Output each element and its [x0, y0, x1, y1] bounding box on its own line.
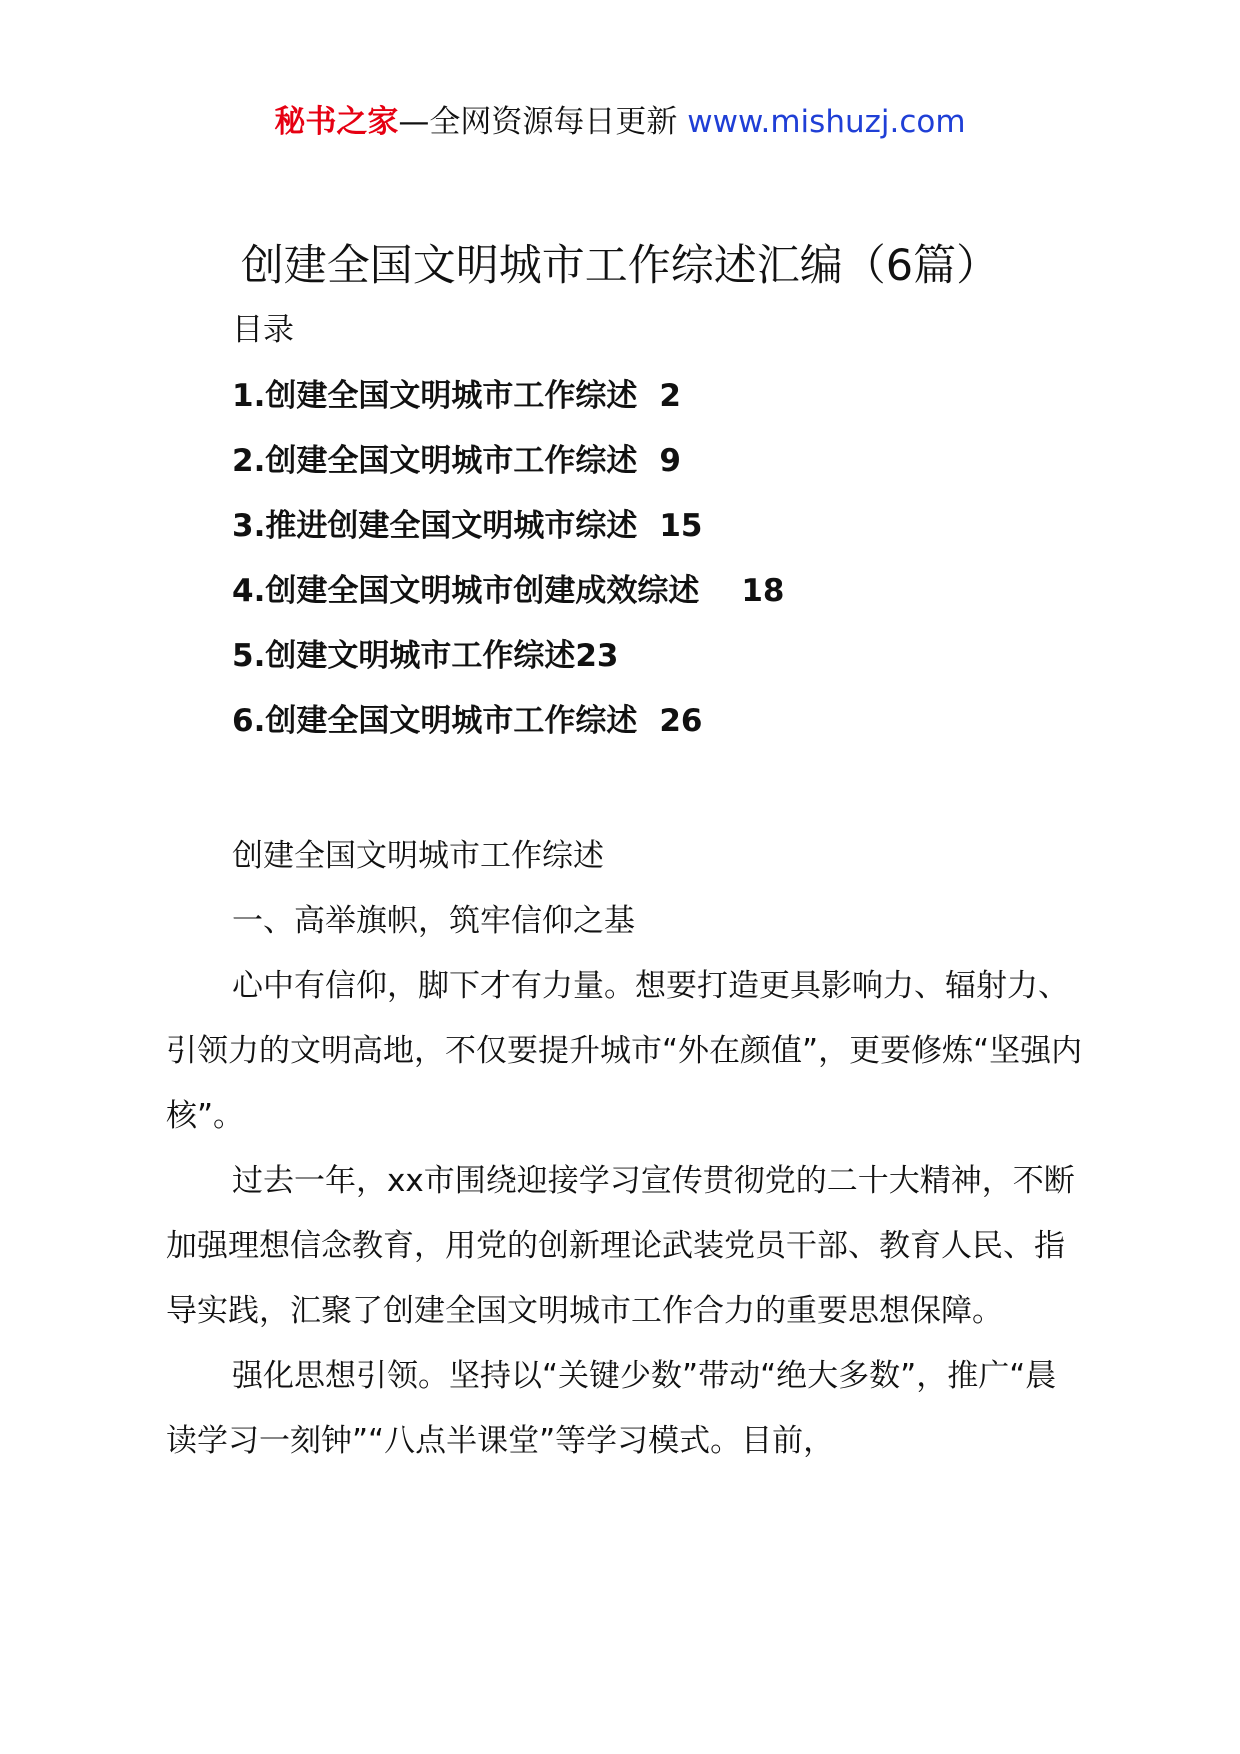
toc-item[interactable] [232, 699, 785, 764]
toc-item-label: 5.创建文明城市工作综述 [232, 638, 576, 674]
site-url-link[interactable]: www.mishuzj.com [687, 104, 966, 140]
toc-item-page: 18 [741, 573, 785, 609]
paragraph: 心中有信仰，脚下才有力量。想要打造更具影响力、辐射力、引领力的文明高地，不仅要提升城市“外在颜值”，更要修炼“坚强内核”。 [166, 968, 1083, 1134]
toc-item-page: 15 [659, 508, 703, 544]
toc-item[interactable] [232, 374, 785, 439]
article-title: 创建全国文明城市工作综述 [232, 838, 604, 874]
document-title: 创建全国文明城市工作综述汇编（6篇） [240, 241, 1000, 291]
toc-item-page: 26 [659, 703, 703, 739]
toc-item-label: 3.推进创建全国文明城市综述 [232, 508, 638, 544]
toc-item[interactable] [232, 634, 785, 699]
toc-item-page: 2 [659, 378, 681, 414]
toc-item-page: 9 [659, 443, 681, 479]
site-header [0, 100, 1240, 144]
paragraph: 强化思想引领。坚持以“关键少数”带动“绝大多数”，推广“晨读学习一刻钟”“八点半课堂”等学习模式。目前， [166, 1358, 1057, 1459]
paragraph: 过去一年，xx市围绕迎接学习宣传贯彻党的二十大精神，不断加强理想信念教育，用党的创新理论武装党员干部、教育人民、指导实践，汇聚了创建全国文明城市工作合力的重要思想保障。 [166, 1163, 1075, 1329]
table-of-contents [232, 374, 785, 764]
section-heading: 一、高举旗帜，筑牢信仰之基 [232, 903, 635, 939]
toc-item-label: 2.创建全国文明城市工作综述 [232, 443, 638, 479]
toc-item-label: 4.创建全国文明城市创建成效综述 [232, 573, 700, 609]
toc-item-label: 6.创建全国文明城市工作综述 [232, 703, 638, 739]
toc-item[interactable] [232, 504, 785, 569]
toc-item-page: 23 [575, 638, 619, 674]
site-slogan: —全网资源每日更新 [398, 104, 678, 140]
toc-item[interactable] [232, 439, 785, 504]
article-body [166, 824, 1086, 1474]
toc-heading: 目录 [232, 312, 294, 348]
toc-item[interactable] [232, 569, 785, 634]
toc-item-label: 1.创建全国文明城市工作综述 [232, 378, 638, 414]
site-brand: 秘书之家 [274, 104, 399, 140]
